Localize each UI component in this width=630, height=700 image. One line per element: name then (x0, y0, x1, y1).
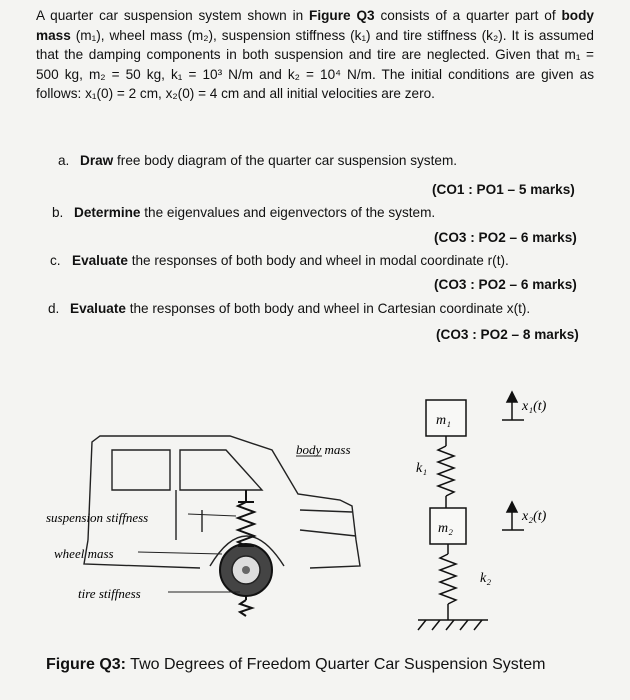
question-text: the eigenvalues and eigenvectors of the system. (140, 205, 436, 220)
question-text: the responses of both body and wheel in Cartesian coordinate x(t). (125, 301, 531, 316)
hub (242, 566, 250, 574)
label-m1: m₁ (436, 413, 451, 428)
wheel (220, 544, 272, 596)
body-mass-term: body mass (36, 8, 594, 43)
label-k2: k₂ (480, 571, 492, 586)
label-x1: x₁(t) (522, 399, 547, 414)
question-text: free body diagram of the quarter car suspension system. (113, 153, 458, 168)
marks-d: (CO3 : PO2 – 8 marks) (436, 327, 579, 342)
question-b (52, 204, 435, 222)
question-d (48, 300, 530, 318)
x2-arrow-head (507, 502, 517, 512)
question-letter: a. (58, 153, 70, 168)
question-letter: b. (52, 205, 64, 220)
spring-k1 (438, 446, 454, 496)
figure-reference: Figure Q3 (309, 8, 375, 23)
label-body-mass: body mass (296, 442, 351, 457)
label-m2: m₂ (438, 521, 453, 536)
two-dof-model (418, 392, 524, 630)
label-suspension-stiffness: suspension stiffness (46, 510, 149, 525)
question-text: the responses of both body and wheel in modal coordinate r(t). (127, 253, 509, 268)
question-a (58, 152, 457, 170)
suspension-leader (188, 514, 236, 516)
question-letter: c. (50, 253, 61, 268)
marks-b: (CO3 : PO2 – 6 marks) (434, 230, 577, 245)
bumper-line (300, 530, 356, 536)
question-keyword: Draw (80, 153, 114, 168)
marks-c: (CO3 : PO2 – 6 marks) (434, 277, 577, 292)
problem-statement (36, 6, 594, 104)
caption-label: Figure Q3: (46, 656, 127, 673)
wheel-mass-leader (138, 552, 222, 554)
caption-text: Two Degrees of Freedom Quarter Car Suspension System (126, 656, 546, 673)
trunk-line (300, 510, 352, 512)
figure-caption (46, 656, 545, 674)
question-c (50, 252, 509, 270)
label-wheel-mass: wheel mass (54, 546, 114, 561)
label-tire-stiffness: tire stiffness (78, 586, 141, 601)
spring-k2 (440, 554, 456, 604)
rear-window (112, 450, 170, 490)
marks-a: (CO1 : PO1 – 5 marks) (432, 182, 575, 197)
intro-text-2: consists of a quarter part of (374, 8, 562, 23)
label-k1: k₁ (416, 461, 428, 476)
ground-hatching (418, 620, 482, 630)
question-keyword: Determine (74, 205, 141, 220)
question-keyword: Evaluate (72, 253, 128, 268)
question-keyword: Evaluate (70, 301, 126, 316)
quarter-car-figure (0, 390, 630, 650)
x1-arrow-head (507, 392, 517, 402)
intro-text-3: (m₁), wheel mass (m₂), suspension stiffness (k₁) and tire stiffness (k₂). It is assumed that the damping components in both suspension and tire are neglected. Given that m₁ = 500 kg, m₂ = 50 kg, k₁ = 10³ N/m and k₂ = 10⁴ N/m. The initial conditions are given as follows: x₁(0) = 2 cm, x₂(0) = 4 cm and all initial velocities are zero. (36, 27, 594, 102)
side-window (180, 450, 262, 490)
question-letter: d. (48, 301, 60, 316)
label-x2: x₂(t) (522, 509, 547, 524)
intro-text-1: A quarter car suspension system shown in (36, 8, 310, 23)
